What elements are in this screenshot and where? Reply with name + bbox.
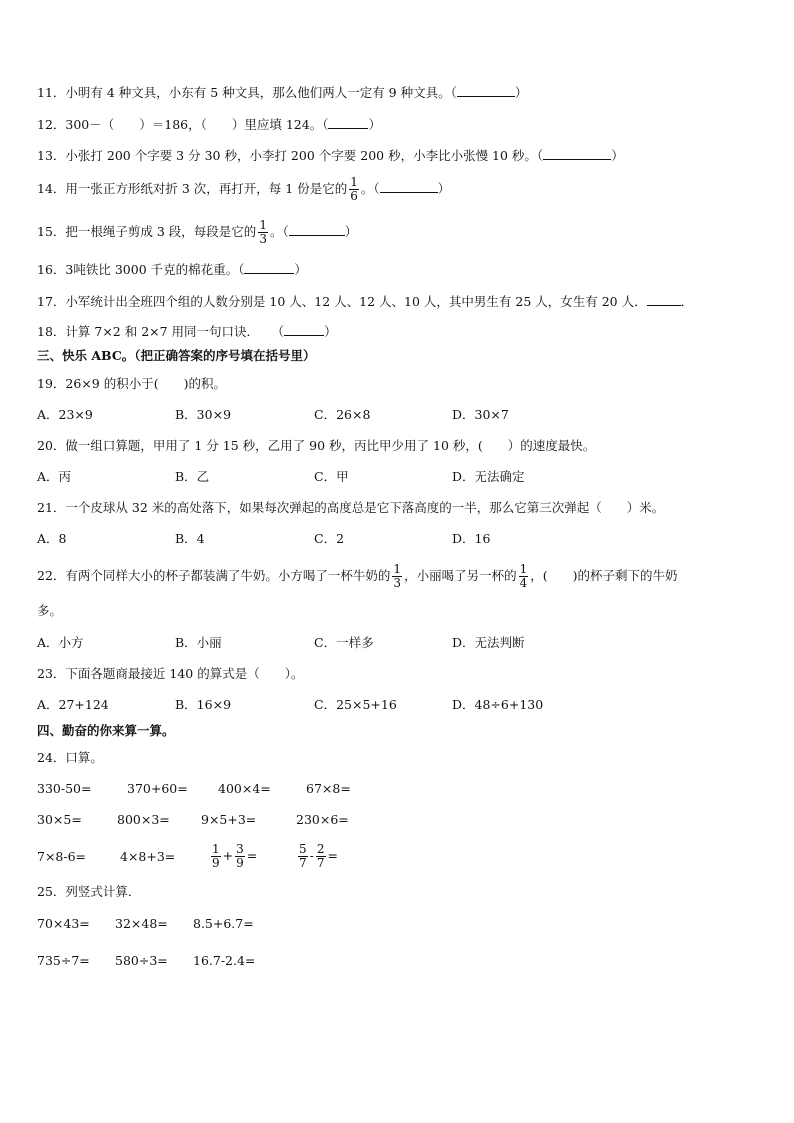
operator: - <box>309 848 314 863</box>
fraction <box>298 843 308 870</box>
option-c[interactable]: C．26×8 <box>314 407 371 422</box>
answer-blank[interactable] <box>647 293 681 306</box>
fraction-denominator: 7 <box>316 856 325 870</box>
question-20: 20．做一组口算题，甲用了 1 分 15 秒，乙用了 90 秒，丙比甲少用了 10 秒，( ）的速度最快。 <box>37 438 596 453</box>
fraction-numerator: 1 <box>393 562 402 576</box>
question-11 <box>37 84 527 101</box>
oral-calc-item: 7×8-6= <box>37 849 87 864</box>
fraction-denominator: 3 <box>393 576 402 590</box>
question-14 <box>37 174 450 204</box>
question-13-text: 13．小张打 200 个字要 3 分 30 秒，小李打 200 个字要 200 秒，小李比小张慢 10 秒。（ <box>37 148 544 163</box>
oral-calc-item: 4×8+3= <box>120 849 176 864</box>
fraction-numerator: 1 <box>519 562 528 576</box>
question-17-text: 17．小军统计出全班四个组的人数分别是 10 人、12 人、12 人、10 人，其中男生有 25 人，女生有 20 人． <box>37 294 647 309</box>
fraction-calc-item <box>209 836 257 876</box>
fraction-numerator: 2 <box>316 842 325 856</box>
option-c[interactable]: C．一样多 <box>314 635 374 650</box>
fraction-numerator: 3 <box>236 842 244 856</box>
question-13-tail: ） <box>611 148 624 163</box>
option-a[interactable]: A．丙 <box>37 469 72 484</box>
section-4-heading: 四、勤奋的你来算一算。 <box>37 723 175 738</box>
oral-calc-item: 30×5= <box>37 812 82 827</box>
fraction-calc-item <box>296 836 338 876</box>
fraction-numerator: 1 <box>350 175 358 189</box>
vertical-calc-item: 16.7-2.4= <box>193 953 256 968</box>
question-17-tail: ． <box>680 294 694 309</box>
oral-calc-item: 330-50= <box>37 781 92 796</box>
vertical-calc-item: 32×48= <box>115 916 168 931</box>
fraction-denominator: 3 <box>259 232 267 246</box>
fraction-denominator: 6 <box>350 189 358 203</box>
option-a[interactable]: A．8 <box>37 531 67 546</box>
oral-calc-item: 370+60= <box>127 781 188 796</box>
question-19: 19．26×9 的积小于( )的积。 <box>37 376 226 391</box>
option-c[interactable]: C．25×5+16 <box>314 697 397 712</box>
oral-calc-item: 800×3= <box>117 812 170 827</box>
option-d[interactable]: D．30×7 <box>452 407 509 422</box>
fraction-denominator: 7 <box>299 856 307 870</box>
question-23: 23．下面各题商最接近 140 的算式是（ ）。 <box>37 666 304 681</box>
question-22-text: ，( )的杯子剩下的牛奶 <box>530 568 678 583</box>
fraction-numerator: 5 <box>299 842 307 856</box>
question-17 <box>37 293 693 310</box>
oral-calc-item: 67×8= <box>306 781 351 796</box>
fraction <box>519 563 529 590</box>
option-b[interactable]: B．4 <box>175 531 205 546</box>
fraction <box>235 843 245 870</box>
question-18-tail: ） <box>324 324 337 339</box>
oral-calc-item: 230×6= <box>296 812 349 827</box>
question-11-text: 11．小明有 4 种文具，小东有 5 种文具，那么他们两人一定有 9 种文具。（ <box>37 85 457 100</box>
option-b[interactable]: B．30×9 <box>175 407 232 422</box>
question-12-text: 12．300－（ ）＝186，（ ）里应填 124。（ <box>37 117 329 132</box>
option-c[interactable]: C．甲 <box>314 469 349 484</box>
vertical-calc-item: 70×43= <box>37 916 90 931</box>
vertical-calc-item: 580÷3= <box>115 953 168 968</box>
question-15-tail: ） <box>344 224 358 239</box>
fraction-numerator: 1 <box>259 218 267 232</box>
answer-blank[interactable] <box>543 147 611 160</box>
fraction-denominator: 4 <box>519 576 528 590</box>
question-12-tail: ） <box>368 117 381 132</box>
fraction <box>349 176 359 203</box>
question-15-text: 15．把一根绳子剪成 3 段，每段是它的 <box>37 224 257 239</box>
fraction <box>392 563 402 590</box>
fraction-numerator: 1 <box>212 842 220 856</box>
question-11-tail: ） <box>514 85 528 100</box>
question-21: 21．一个皮球从 32 米的高处落下，如果每次弹起的高度总是它下落高度的一半，那么它第三次弹起（ ）米。 <box>37 500 665 515</box>
question-15 <box>37 217 357 247</box>
question-14-text: 14．用一张正方形纸对折 3 次，再打开，每 1 份是它的 <box>37 181 348 196</box>
answer-blank[interactable] <box>457 84 515 97</box>
option-d[interactable]: D．无法确定 <box>452 469 525 484</box>
option-d[interactable]: D．16 <box>452 531 491 546</box>
answer-blank[interactable] <box>289 223 345 236</box>
equals-sign: = <box>246 848 258 863</box>
fraction <box>211 843 221 870</box>
option-b[interactable]: B．16×9 <box>175 697 232 712</box>
option-d[interactable]: D．48÷6+130 <box>452 697 544 712</box>
operator: + <box>222 848 234 863</box>
vertical-calc-item: 735÷7= <box>37 953 90 968</box>
option-a[interactable]: A．小方 <box>37 635 84 650</box>
option-a[interactable]: A．23×9 <box>37 407 93 422</box>
question-13 <box>37 147 624 164</box>
option-d[interactable]: D．无法判断 <box>452 635 525 650</box>
question-18-text: 18．计算 7×2 和 2×7 用同一句口诀． （ <box>37 324 285 339</box>
answer-blank[interactable] <box>284 323 324 336</box>
oral-calc-item: 400×4= <box>218 781 271 796</box>
oral-calc-item: 9×5+3= <box>201 812 257 827</box>
option-b[interactable]: B．小丽 <box>175 635 222 650</box>
question-25: 25．列竖式计算． <box>37 884 141 899</box>
fraction <box>316 843 326 870</box>
question-22 <box>37 561 677 591</box>
option-c[interactable]: C．2 <box>314 531 345 546</box>
question-16-tail: ） <box>294 262 307 277</box>
question-14-after: 。（ <box>360 181 380 196</box>
answer-blank[interactable] <box>244 261 294 274</box>
question-16 <box>37 261 307 278</box>
fraction-denominator: 9 <box>236 856 244 870</box>
question-24: 24．口算。 <box>37 750 103 765</box>
question-16-text: 16．3吨铁比 3000 千克的棉花重。（ <box>37 262 245 277</box>
question-15-after: 。（ <box>269 224 289 239</box>
answer-blank[interactable] <box>380 180 438 193</box>
section-3-heading: 三、快乐 ABC。（把正确答案的序号填在括号里） <box>37 348 316 363</box>
answer-blank[interactable] <box>328 116 368 129</box>
question-14-tail: ） <box>437 181 451 196</box>
fraction-denominator: 9 <box>212 856 220 870</box>
question-22-line2: 多。 <box>37 603 63 618</box>
equals-sign: = <box>327 848 338 863</box>
question-12 <box>37 116 381 133</box>
option-b[interactable]: B．乙 <box>175 469 210 484</box>
option-a[interactable]: A．27+124 <box>37 697 109 712</box>
question-18 <box>37 323 337 340</box>
question-22-text: ，小丽喝了另一杯的 <box>404 568 517 583</box>
vertical-calc-item: 8.5+6.7= <box>193 916 254 931</box>
fraction <box>258 219 268 246</box>
question-22-text: 22．有两个同样大小的杯子都装满了牛奶。小方喝了一杯牛奶的 <box>37 568 391 583</box>
